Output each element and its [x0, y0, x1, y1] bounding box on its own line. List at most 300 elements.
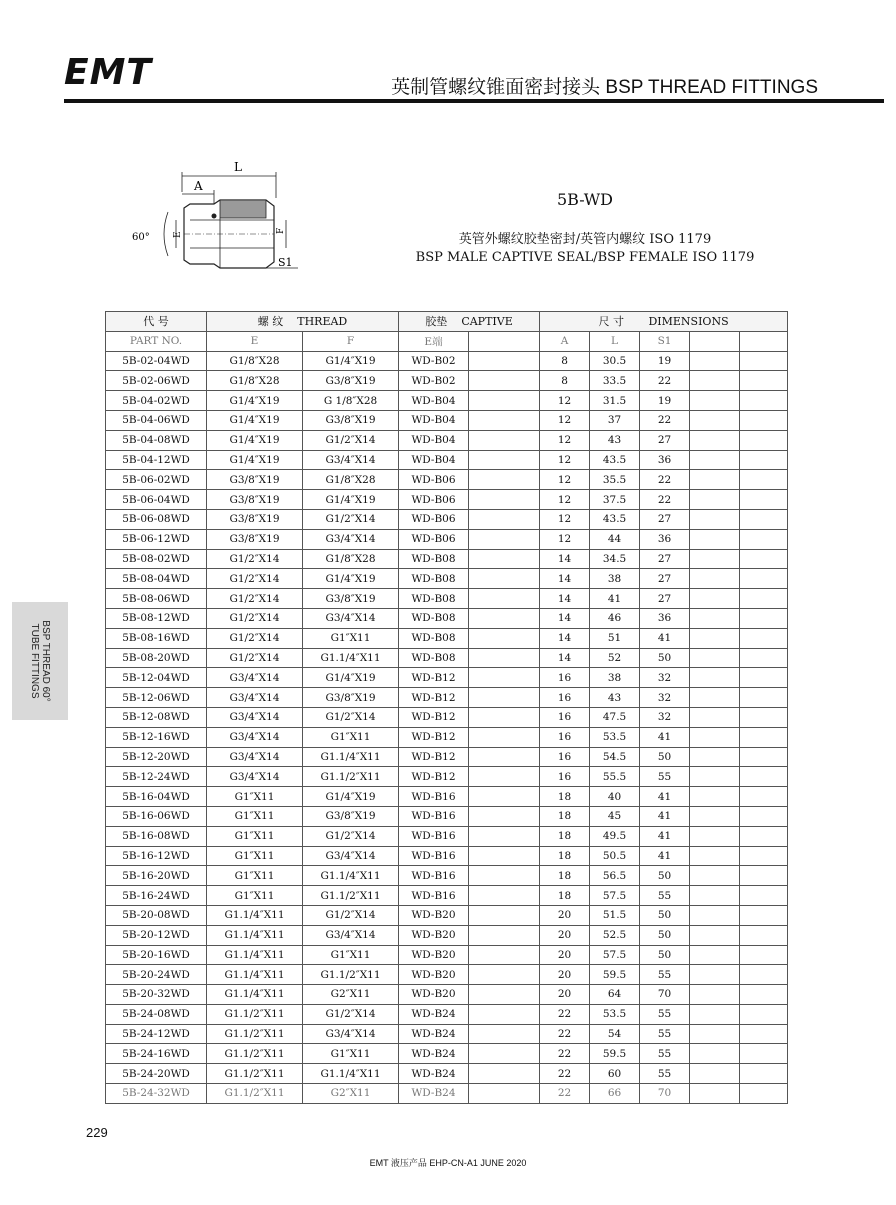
cell-thread-f: G1/4″X19	[303, 787, 399, 807]
cell-part-no: 5B-08-06WD	[106, 589, 207, 609]
header-dim-en: DIMENSIONS	[648, 315, 729, 329]
cell-blank	[740, 1084, 788, 1104]
table-row	[106, 430, 788, 450]
cell-blank	[469, 589, 540, 609]
cell-thread-e: G1″X11	[207, 826, 303, 846]
cell-blank	[740, 866, 788, 886]
cell-s1: 19	[640, 391, 690, 411]
cell-blank	[740, 450, 788, 470]
cell-a: 18	[540, 806, 590, 826]
cell-part-no: 5B-08-20WD	[106, 648, 207, 668]
cell-part-no: 5B-24-08WD	[106, 1004, 207, 1024]
cell-a: 14	[540, 608, 590, 628]
cell-blank	[469, 1004, 540, 1024]
cell-captive: WD-B24	[399, 1044, 469, 1064]
cell-a: 14	[540, 569, 590, 589]
cell-blank	[469, 430, 540, 450]
cell-s1: 36	[640, 529, 690, 549]
cell-l: 38	[590, 668, 640, 688]
cell-a: 16	[540, 767, 590, 787]
table-row	[106, 905, 788, 925]
cell-captive: WD-B08	[399, 549, 469, 569]
cell-blank	[469, 886, 540, 906]
cell-blank	[740, 846, 788, 866]
cell-blank	[469, 351, 540, 371]
cell-blank	[690, 688, 740, 708]
page-number: 229	[86, 1125, 108, 1140]
emt-logo: EMT	[64, 52, 152, 93]
cell-blank	[469, 391, 540, 411]
cell-part-no: 5B-12-24WD	[106, 767, 207, 787]
cell-s1: 41	[640, 787, 690, 807]
cell-thread-e: G1/4″X19	[207, 430, 303, 450]
cell-a: 20	[540, 925, 590, 945]
cell-blank	[740, 410, 788, 430]
cell-a: 20	[540, 945, 590, 965]
cell-thread-e: G1.1/4″X11	[207, 905, 303, 925]
cell-l: 56.5	[590, 866, 640, 886]
cell-a: 20	[540, 985, 590, 1005]
header-dim-cn: 尺 寸	[598, 315, 624, 329]
subheader-e: E	[207, 331, 303, 351]
cell-part-no: 5B-16-12WD	[106, 846, 207, 866]
header-captive	[399, 312, 540, 332]
cell-captive: WD-B02	[399, 371, 469, 391]
cell-a: 12	[540, 450, 590, 470]
cell-blank	[469, 787, 540, 807]
cell-a: 16	[540, 707, 590, 727]
cell-s1: 55	[640, 1004, 690, 1024]
cell-s1: 50	[640, 905, 690, 925]
cell-captive: WD-B06	[399, 470, 469, 490]
cell-blank	[690, 707, 740, 727]
header-divider	[64, 99, 884, 103]
cell-s1: 27	[640, 589, 690, 609]
cell-a: 22	[540, 1064, 590, 1084]
table-row	[106, 470, 788, 490]
cell-a: 14	[540, 589, 590, 609]
cell-blank	[690, 549, 740, 569]
cell-l: 52.5	[590, 925, 640, 945]
cell-blank	[740, 430, 788, 450]
cell-part-no: 5B-08-12WD	[106, 608, 207, 628]
cell-blank	[469, 846, 540, 866]
cell-thread-f: G1.1/2″X11	[303, 767, 399, 787]
cell-l: 47.5	[590, 707, 640, 727]
cell-captive: WD-B08	[399, 569, 469, 589]
cell-l: 52	[590, 648, 640, 668]
cell-blank	[740, 945, 788, 965]
cell-blank	[469, 985, 540, 1005]
cell-blank	[740, 668, 788, 688]
dim-e-label: E	[173, 231, 183, 238]
cell-thread-f: G1/4″X19	[303, 351, 399, 371]
cell-thread-e: G1/2″X14	[207, 589, 303, 609]
cell-thread-f: G 1/8″X28	[303, 391, 399, 411]
cell-part-no: 5B-06-12WD	[106, 529, 207, 549]
cell-l: 64	[590, 985, 640, 1005]
cell-l: 46	[590, 608, 640, 628]
cell-blank	[740, 985, 788, 1005]
cell-part-no: 5B-16-04WD	[106, 787, 207, 807]
cell-blank	[740, 470, 788, 490]
cell-blank	[740, 509, 788, 529]
cell-blank	[740, 806, 788, 826]
cell-s1: 55	[640, 767, 690, 787]
cell-blank	[690, 589, 740, 609]
cell-thread-e: G3/8″X19	[207, 470, 303, 490]
cell-thread-e: G1.1/2″X11	[207, 1044, 303, 1064]
cell-thread-f: G1″X11	[303, 945, 399, 965]
cell-captive: WD-B16	[399, 886, 469, 906]
cell-blank	[690, 490, 740, 510]
cell-blank	[690, 1004, 740, 1024]
cell-thread-f: G2″X11	[303, 1084, 399, 1104]
cell-blank	[469, 1044, 540, 1064]
model-description-cn: 英管外螺纹胶垫密封/英管内螺纹 ISO 1179	[458, 232, 712, 247]
cell-blank	[469, 727, 540, 747]
cell-thread-f: G3/4″X14	[303, 925, 399, 945]
cell-blank	[690, 608, 740, 628]
cell-a: 12	[540, 529, 590, 549]
cell-a: 14	[540, 648, 590, 668]
cell-blank	[740, 1064, 788, 1084]
cell-part-no: 5B-12-08WD	[106, 707, 207, 727]
cell-captive: WD-B12	[399, 668, 469, 688]
cell-thread-e: G1/2″X14	[207, 549, 303, 569]
cell-captive: WD-B04	[399, 450, 469, 470]
cell-s1: 27	[640, 509, 690, 529]
cell-a: 18	[540, 846, 590, 866]
subheader-part-no: PART NO.	[106, 331, 207, 351]
cell-s1: 22	[640, 371, 690, 391]
cell-a: 14	[540, 549, 590, 569]
cell-a: 16	[540, 668, 590, 688]
cell-thread-f: G1″X11	[303, 628, 399, 648]
cell-blank	[740, 490, 788, 510]
cell-blank	[469, 767, 540, 787]
cell-blank	[690, 410, 740, 430]
cell-thread-e: G1″X11	[207, 787, 303, 807]
cell-l: 40	[590, 787, 640, 807]
cell-thread-f: G1/2″X14	[303, 905, 399, 925]
cell-thread-e: G1.1/4″X11	[207, 985, 303, 1005]
cell-thread-f: G3/8″X19	[303, 688, 399, 708]
cell-blank	[469, 707, 540, 727]
header-captive-cn: 胶垫	[425, 315, 448, 329]
cell-thread-e: G1″X11	[207, 886, 303, 906]
cell-captive: WD-B16	[399, 806, 469, 826]
cell-captive: WD-B24	[399, 1004, 469, 1024]
cell-s1: 50	[640, 866, 690, 886]
cell-thread-f: G3/4″X14	[303, 1024, 399, 1044]
cell-thread-f: G1.1/4″X11	[303, 866, 399, 886]
cell-blank	[690, 787, 740, 807]
table-row	[106, 767, 788, 787]
cell-blank	[690, 826, 740, 846]
cell-l: 54.5	[590, 747, 640, 767]
cell-thread-e: G3/4″X14	[207, 767, 303, 787]
cell-s1: 55	[640, 965, 690, 985]
cell-thread-e: G1/2″X14	[207, 569, 303, 589]
angle-label: 60°	[132, 232, 150, 243]
cell-a: 22	[540, 1024, 590, 1044]
cell-s1: 50	[640, 945, 690, 965]
table-row	[106, 866, 788, 886]
cell-blank	[690, 1024, 740, 1044]
cell-l: 43	[590, 688, 640, 708]
cell-blank	[690, 925, 740, 945]
subheader-l: L	[590, 331, 640, 351]
cell-s1: 27	[640, 549, 690, 569]
cell-part-no: 5B-20-24WD	[106, 965, 207, 985]
table-row	[106, 925, 788, 945]
cell-thread-e: G1/8″X28	[207, 371, 303, 391]
cell-thread-e: G3/4″X14	[207, 668, 303, 688]
cell-thread-e: G1.1/4″X11	[207, 925, 303, 945]
cell-thread-e: G1″X11	[207, 866, 303, 886]
cell-l: 51.5	[590, 905, 640, 925]
cell-l: 34.5	[590, 549, 640, 569]
cell-thread-f: G3/4″X14	[303, 608, 399, 628]
cell-s1: 41	[640, 826, 690, 846]
cell-thread-f: G1/4″X19	[303, 490, 399, 510]
cell-l: 53.5	[590, 1004, 640, 1024]
cell-blank	[690, 371, 740, 391]
table-row	[106, 1024, 788, 1044]
cell-l: 31.5	[590, 391, 640, 411]
cell-s1: 55	[640, 1024, 690, 1044]
cell-captive: WD-B16	[399, 866, 469, 886]
cell-l: 37.5	[590, 490, 640, 510]
cell-a: 16	[540, 747, 590, 767]
model-description-en: BSP MALE CAPTIVE SEAL/BSP FEMALE ISO 1179	[415, 250, 755, 265]
cell-thread-f: G1.1/2″X11	[303, 886, 399, 906]
table-row	[106, 886, 788, 906]
cell-a: 20	[540, 965, 590, 985]
section-side-tab	[12, 602, 68, 720]
cell-blank	[469, 509, 540, 529]
cell-blank	[740, 1004, 788, 1024]
cell-captive: WD-B16	[399, 826, 469, 846]
cell-blank	[740, 826, 788, 846]
cell-thread-e: G1.1/2″X11	[207, 1084, 303, 1104]
cell-captive: WD-B24	[399, 1084, 469, 1104]
cell-blank	[740, 569, 788, 589]
table-row	[106, 727, 788, 747]
cell-thread-f: G1″X11	[303, 727, 399, 747]
header-part-cn: 代 号	[106, 312, 207, 332]
cell-part-no: 5B-06-02WD	[106, 470, 207, 490]
table-row	[106, 846, 788, 866]
cell-blank	[469, 965, 540, 985]
table-row	[106, 1064, 788, 1084]
cell-blank	[740, 1044, 788, 1064]
cell-blank	[740, 391, 788, 411]
cell-part-no: 5B-20-08WD	[106, 905, 207, 925]
cell-thread-e: G3/4″X14	[207, 707, 303, 727]
cell-s1: 36	[640, 450, 690, 470]
cell-part-no: 5B-12-20WD	[106, 747, 207, 767]
cell-blank	[740, 529, 788, 549]
cell-thread-f: G1/2″X14	[303, 509, 399, 529]
cell-blank	[740, 549, 788, 569]
header-thread-cn: 螺 纹	[257, 315, 284, 329]
cell-thread-f: G1/4″X19	[303, 569, 399, 589]
cell-blank	[740, 727, 788, 747]
cell-thread-e: G1.1/4″X11	[207, 945, 303, 965]
cell-a: 12	[540, 391, 590, 411]
cell-blank	[690, 391, 740, 411]
cell-a: 18	[540, 866, 590, 886]
cell-blank	[469, 549, 540, 569]
cell-thread-f: G1/2″X14	[303, 1004, 399, 1024]
cell-thread-f: G3/8″X19	[303, 589, 399, 609]
cell-l: 59.5	[590, 965, 640, 985]
cell-blank	[690, 450, 740, 470]
cell-part-no: 5B-24-12WD	[106, 1024, 207, 1044]
cell-blank	[740, 1024, 788, 1044]
dim-s1-label: S1	[278, 256, 293, 269]
cell-a: 16	[540, 727, 590, 747]
cell-blank	[469, 410, 540, 430]
cell-l: 60	[590, 1064, 640, 1084]
table-row	[106, 569, 788, 589]
cell-l: 38	[590, 569, 640, 589]
cell-blank	[690, 767, 740, 787]
cell-part-no: 5B-16-20WD	[106, 866, 207, 886]
subheader-blank	[740, 331, 788, 351]
cell-captive: WD-B12	[399, 727, 469, 747]
cell-s1: 41	[640, 727, 690, 747]
cell-thread-f: G1.1/4″X11	[303, 1064, 399, 1084]
cell-captive: WD-B12	[399, 688, 469, 708]
cell-blank	[690, 648, 740, 668]
cell-l: 57.5	[590, 886, 640, 906]
cell-captive: WD-B08	[399, 648, 469, 668]
fitting-drawing-icon	[128, 158, 308, 278]
cell-part-no: 5B-12-06WD	[106, 688, 207, 708]
table-row	[106, 688, 788, 708]
spec-table	[105, 311, 788, 1104]
cell-thread-e: G3/4″X14	[207, 727, 303, 747]
cell-thread-f: G2″X11	[303, 985, 399, 1005]
cell-l: 57.5	[590, 945, 640, 965]
cell-s1: 27	[640, 430, 690, 450]
cell-thread-f: G1/2″X14	[303, 707, 399, 727]
table-row	[106, 450, 788, 470]
cell-thread-e: G1/8″X28	[207, 351, 303, 371]
cell-captive: WD-B04	[399, 410, 469, 430]
cell-l: 33.5	[590, 371, 640, 391]
cell-thread-e: G1″X11	[207, 806, 303, 826]
cell-a: 12	[540, 509, 590, 529]
cell-part-no: 5B-08-04WD	[106, 569, 207, 589]
cell-thread-e: G1.1/2″X11	[207, 1024, 303, 1044]
cell-captive: WD-B16	[399, 846, 469, 866]
cell-part-no: 5B-12-04WD	[106, 668, 207, 688]
cell-captive: WD-B12	[399, 767, 469, 787]
cell-s1: 22	[640, 410, 690, 430]
cell-captive: WD-B16	[399, 787, 469, 807]
cell-a: 22	[540, 1084, 590, 1104]
cell-blank	[690, 886, 740, 906]
cell-blank	[469, 371, 540, 391]
cell-l: 50.5	[590, 846, 640, 866]
cell-thread-e: G3/4″X14	[207, 688, 303, 708]
subheader-captive: E端	[399, 331, 469, 351]
cell-blank	[469, 747, 540, 767]
cell-thread-f: G1.1/4″X11	[303, 648, 399, 668]
cell-thread-f: G3/4″X14	[303, 450, 399, 470]
cell-blank	[469, 1024, 540, 1044]
table-row	[106, 1004, 788, 1024]
table-row	[106, 509, 788, 529]
cell-blank	[469, 866, 540, 886]
cell-captive: WD-B06	[399, 509, 469, 529]
cell-thread-e: G3/8″X19	[207, 529, 303, 549]
cell-a: 20	[540, 905, 590, 925]
cell-s1: 32	[640, 688, 690, 708]
cell-captive: WD-B06	[399, 490, 469, 510]
cell-thread-e: G1/4″X19	[207, 410, 303, 430]
cell-thread-f: G1/4″X19	[303, 668, 399, 688]
cell-s1: 36	[640, 608, 690, 628]
cell-blank	[690, 985, 740, 1005]
cell-s1: 22	[640, 470, 690, 490]
side-tab-line2: TUBE FITTINGS	[29, 623, 40, 699]
cell-blank	[469, 608, 540, 628]
cell-blank	[740, 787, 788, 807]
cell-part-no: 5B-08-16WD	[106, 628, 207, 648]
cell-captive: WD-B04	[399, 430, 469, 450]
cell-blank	[740, 905, 788, 925]
table-row	[106, 529, 788, 549]
cell-s1: 41	[640, 628, 690, 648]
cell-blank	[469, 569, 540, 589]
table-row	[106, 628, 788, 648]
cell-thread-e: G1.1/2″X11	[207, 1004, 303, 1024]
cell-s1: 41	[640, 846, 690, 866]
cell-l: 54	[590, 1024, 640, 1044]
cell-part-no: 5B-20-32WD	[106, 985, 207, 1005]
cell-l: 49.5	[590, 826, 640, 846]
cell-part-no: 5B-24-20WD	[106, 1064, 207, 1084]
cell-blank	[469, 925, 540, 945]
table-row	[106, 945, 788, 965]
cell-l: 45	[590, 806, 640, 826]
cell-captive: WD-B02	[399, 351, 469, 371]
cell-s1: 55	[640, 1064, 690, 1084]
cell-blank	[690, 668, 740, 688]
cell-blank	[740, 608, 788, 628]
cell-captive: WD-B24	[399, 1024, 469, 1044]
table-row	[106, 826, 788, 846]
cell-part-no: 5B-04-02WD	[106, 391, 207, 411]
side-tab-line1: BSP THREAD 60°	[40, 620, 51, 702]
cell-part-no: 5B-16-24WD	[106, 886, 207, 906]
cell-blank	[690, 965, 740, 985]
cell-l: 53.5	[590, 727, 640, 747]
cell-thread-f: G1.1/4″X11	[303, 747, 399, 767]
cell-blank	[690, 727, 740, 747]
cell-blank	[690, 628, 740, 648]
cell-part-no: 5B-04-06WD	[106, 410, 207, 430]
cell-a: 8	[540, 371, 590, 391]
cell-a: 16	[540, 688, 590, 708]
cell-part-no: 5B-04-12WD	[106, 450, 207, 470]
cell-captive: WD-B08	[399, 608, 469, 628]
